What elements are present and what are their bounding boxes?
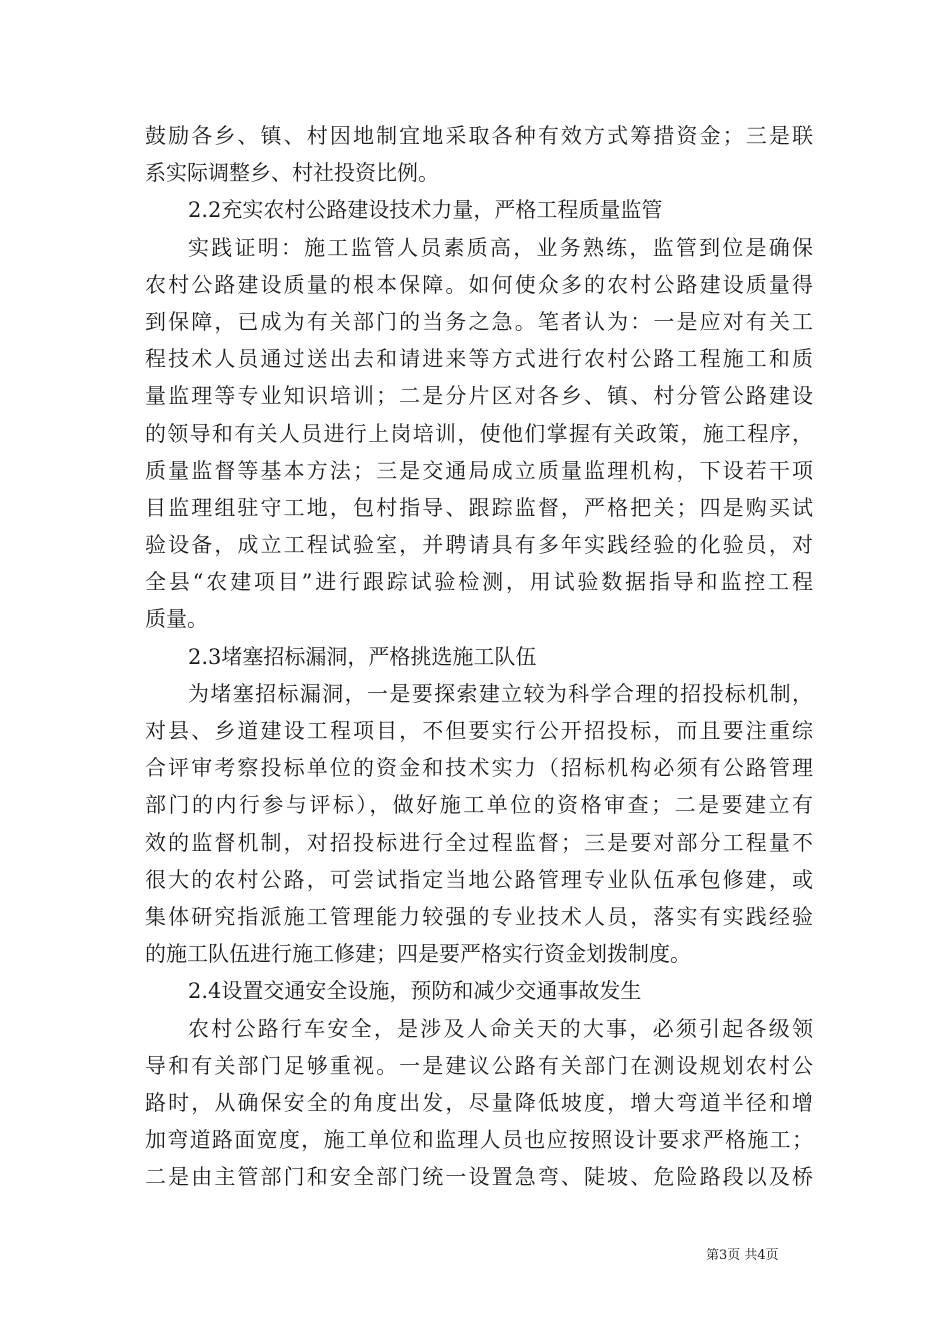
text-line: 鼓励各乡、镇、村因地制宜地采取各种有效方式筹措资金；三是联 (145, 124, 813, 148)
section-heading: 2.2充实农村公路建设技术力量，严格工程质量监管 (188, 198, 663, 223)
text-line: 加弯道路面宽度，施工单位和监理人员也应按照设计要求严格施工； (145, 1128, 813, 1153)
text-line: 对县、乡道建设工程项目，不但要实行公开招投标，而且要注重综 (145, 719, 813, 743)
text-line: 系实际调整乡、村社投资比例。 (145, 161, 439, 186)
text-line: 效的监督机制，对招投标进行全过程监督；三是要对部分工程量不 (145, 830, 813, 855)
text-line: 质量。 (145, 607, 208, 632)
text-line: 为堵塞招标漏洞，一是要探索建立较为科学合理的招投标机制， (188, 681, 813, 706)
text-line: 导和有关部门足够重视。一是建议公路有关部门在测设规划农村公 (145, 1053, 813, 1078)
body-text (145, 118, 813, 1196)
text-line: 程技术人员通过送出去和请进来等方式进行农村公路工程施工和质 (145, 347, 813, 372)
text-line: 量监理等专业知识培训；二是分片区对各乡、镇、村分管公路建设 (145, 384, 813, 409)
text-line: 全县“农建项目”进行跟踪试验检测，用试验数据指导和监控工程 (145, 570, 813, 595)
text-line: 实践证明：施工监管人员素质高，业务熟练，监管到位是确保 (188, 235, 813, 260)
text-line: 很大的农村公路，可尝试指定当地公路管理专业队伍承包修建，或 (145, 867, 813, 892)
section-heading: 2.3堵塞招标漏洞，严格挑选施工队伍 (188, 644, 537, 669)
page-number: 第3页 共4页 (706, 1248, 779, 1263)
text-line: 质量监督等基本方法；三是交通局成立质量监理机构，下设若干项 (145, 458, 813, 483)
section-heading: 2.4设置交通安全设施，预防和减少交通事故发生 (188, 979, 642, 1004)
text-line: 的施工队伍进行施工修建；四是要严格实行资金划拨制度。 (145, 942, 691, 967)
text-line: 目监理组驻守工地，包村指导、跟踪监督，严格把关；四是购买试 (145, 495, 813, 520)
text-line: 部门的内行参与评标），做好施工单位的资格审查；二是要建立有 (145, 793, 813, 818)
text-line: 集体研究指派施工管理能力较强的专业技术人员，落实有实践经验 (145, 904, 813, 929)
text-line: 验设备，成立工程试验室，并聘请具有多年实践经验的化验员，对 (145, 533, 813, 558)
text-line: 农村公路行车安全，是涉及人命关天的大事，必须引起各级领 (188, 1016, 813, 1041)
text-line: 的领导和有关人员进行上岗培训，使他们掌握有关政策，施工程序， (145, 421, 813, 446)
text-line: 合评审考察投标单位的资金和技术实力（招标机构必须有公路管理 (145, 756, 813, 781)
text-line: 农村公路建设质量的根本保障。如何使众多的农村公路建设质量得 (145, 272, 813, 297)
text-line: 到保障，已成为有关部门的当务之急。笔者认为：一是应对有关工 (145, 309, 813, 334)
text-line: 路时，从确保安全的角度出发，尽量降低坡度，增大弯道半径和增 (145, 1090, 813, 1115)
text-line: 二是由主管部门和安全部门统一设置急弯、陡坡、危险路段以及桥 (145, 1165, 813, 1190)
